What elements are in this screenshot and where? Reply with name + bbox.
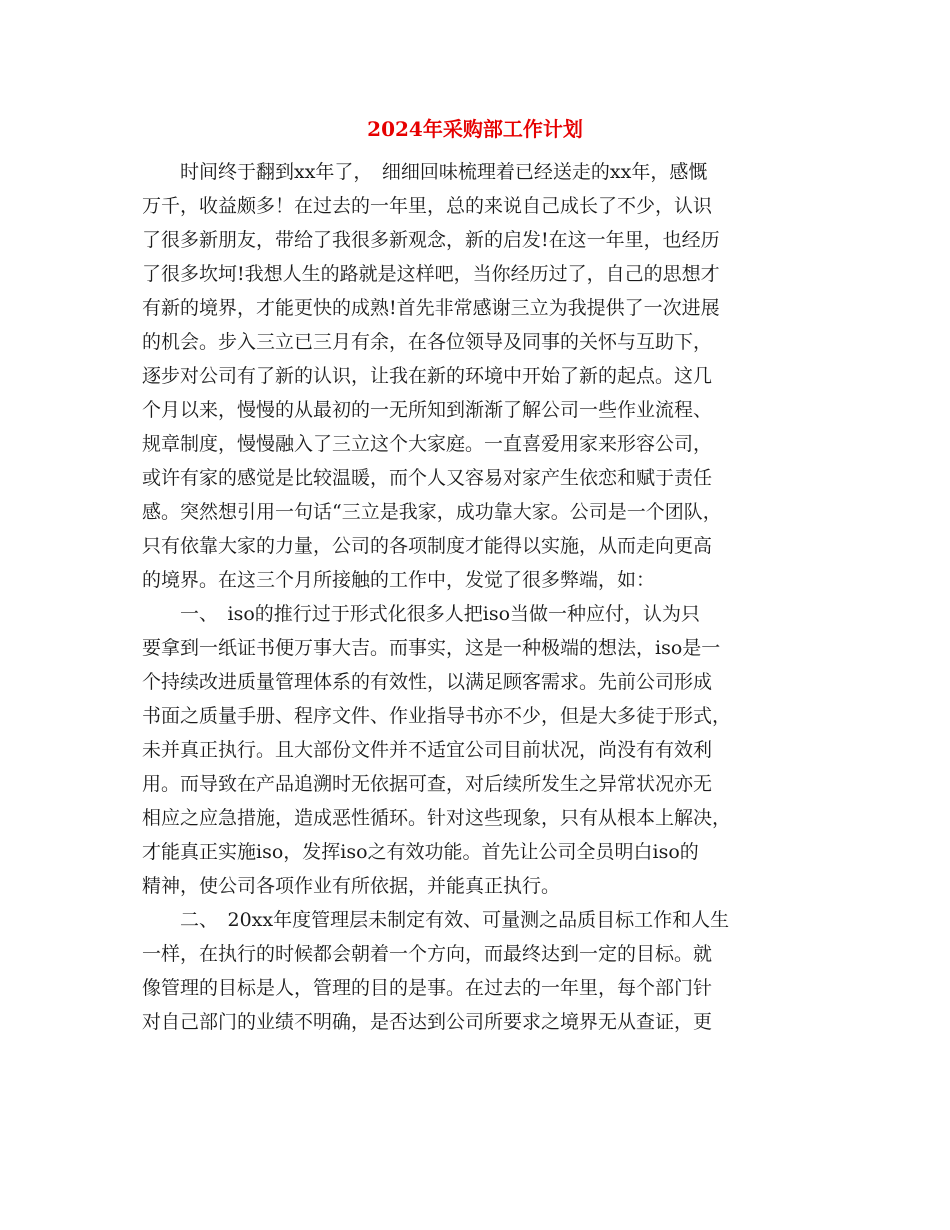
body-line: 有新的境界，才能更快的成熟!首先非常感谢三立为我提供了一次进展 (142, 297, 720, 319)
body-line: 要拿到一纸证书便万事大吉。而事实，这是一种极端的想法，iso是一 (142, 637, 721, 659)
body-line: 才能真正实施iso，发挥iso之有效功能。首先让公司全员明白iso的 (142, 841, 699, 863)
body-line: 时间终于翻到xx年了， 细细回味梳理着已经送走的xx年，感慨 (142, 161, 708, 183)
body-line: 逐步对公司有了新的认识，让我在新的环境中开始了新的起点。这几 (142, 365, 713, 387)
body-line: 一样，在执行的时候都会朝着一个方向，而最终达到一定的目标。就 (142, 943, 713, 965)
body-line: 精神，使公司各项作业有所依据，并能真正执行。 (142, 875, 561, 897)
body-line: 只有依靠大家的力量，公司的各项制度才能得以实施，从而走向更高 (142, 535, 713, 557)
body-line: 相应之应急措施，造成恶性循环。针对这些现象，只有从根本上解决， (142, 807, 732, 829)
document-title: 2024年采购部工作计划 (367, 117, 583, 141)
body-line: 或许有家的感觉是比较温暖，而个人又容易对家产生依恋和赋于责任 (142, 467, 713, 489)
body-line: 个月以来，慢慢的从最初的一无所知到渐渐了解公司一些作业流程、 (142, 399, 713, 421)
body-line: 书面之质量手册、程序文件、作业指导书亦不少，但是大多徒于形式， (142, 705, 732, 727)
body-line: 了很多新朋友，带给了我很多新观念，新的启发!在这一年里，也经历 (142, 229, 720, 251)
body-line: 规章制度，慢慢融入了三立这个大家庭。一直喜爱用家来形容公司， (142, 433, 713, 455)
body-line: 一、 iso的推行过于形式化很多人把iso当做一种应付，认为只 (142, 603, 701, 625)
body-line: 的机会。步入三立已三月有余，在各位领导及同事的关怀与互助下， (142, 331, 713, 353)
body-line: 万千，收益颇多！在过去的一年里，总的来说自己成长了不少，认识 (142, 195, 713, 217)
body-line: 个持续改进质量管理体系的有效性，以满足顾客需求。先前公司形成 (142, 671, 713, 693)
body-line: 对自己部门的业绩不明确，是否达到公司所要求之境界无从查证，更 (142, 1011, 713, 1033)
body-line: 的境界。在这三个月所接触的工作中，发觉了很多弊端，如： (142, 569, 656, 591)
body-line: 未并真正执行。且大部份文件并不适宜公司目前状况，尚没有有效利 (142, 739, 713, 761)
body-line: 二、 20xx年度管理层未制定有效、可量测之品质目标工作和人生 (142, 909, 730, 931)
body-line: 了很多坎坷!我想人生的路就是这样吧，当你经历过了，自己的思想才 (142, 263, 720, 285)
body-line: 用。而导致在产品追溯时无依据可查，对后续所发生之异常状况亦无 (142, 773, 713, 795)
body-line: 感。突然想引用一句话“三立是我家，成功靠大家。公司是一个团队， (142, 501, 722, 523)
body-line: 像管理的目标是人，管理的目的是事。在过去的一年里，每个部门针 (142, 977, 713, 999)
